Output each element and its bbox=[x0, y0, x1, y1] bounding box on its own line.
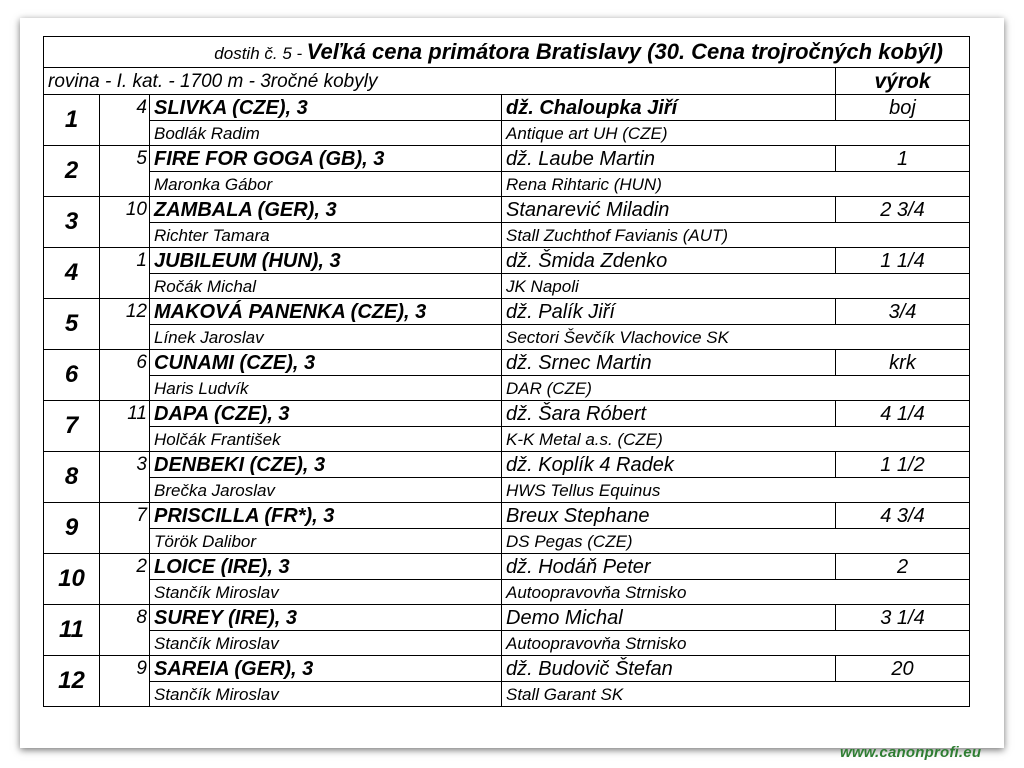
result-row bbox=[44, 197, 970, 223]
horse-name: DENBEKI (CZE), 3 bbox=[150, 452, 502, 478]
margin-value: 2 3/4 bbox=[836, 197, 970, 223]
place-cell: 9 bbox=[44, 503, 100, 554]
margin-value: 1 1/4 bbox=[836, 248, 970, 274]
race-title-main: Veľká cena primátora Bratislavy (30. Cena trojročných kobýl) bbox=[306, 39, 943, 64]
horse-name: DAPA (CZE), 3 bbox=[150, 401, 502, 427]
trainer-name: Stančík Miroslav bbox=[150, 580, 502, 605]
place-cell: 3 bbox=[44, 197, 100, 248]
blank-cell bbox=[100, 682, 150, 707]
start-number: 5 bbox=[100, 146, 150, 172]
blank-cell bbox=[100, 478, 150, 503]
owner-name: Autoopravovňa Strnisko bbox=[502, 580, 970, 605]
blank-cell bbox=[100, 121, 150, 146]
start-number: 10 bbox=[100, 197, 150, 223]
jockey-name: dž. Chaloupka Jiří bbox=[502, 95, 836, 121]
result-row bbox=[44, 605, 970, 631]
owner-name: K-K Metal a.s. (CZE) bbox=[502, 427, 970, 452]
jockey-name: dž. Srnec Martin bbox=[502, 350, 836, 376]
trainer-name: Haris Ludvík bbox=[150, 376, 502, 401]
horse-name: SAREIA (GER), 3 bbox=[150, 656, 502, 682]
result-detail-row bbox=[44, 427, 970, 452]
race-title-prefix: dostih č. 5 - bbox=[214, 44, 303, 63]
owner-name: Sectori Ševčík Vlachovice SK bbox=[502, 325, 970, 350]
owner-name: Stall Zuchthof Favianis (AUT) bbox=[502, 223, 970, 248]
start-number: 7 bbox=[100, 503, 150, 529]
owner-name: Antique art UH (CZE) bbox=[502, 121, 970, 146]
blank-cell bbox=[100, 631, 150, 656]
horse-name: JUBILEUM (HUN), 3 bbox=[150, 248, 502, 274]
result-detail-row bbox=[44, 631, 970, 656]
horse-name: CUNAMI (CZE), 3 bbox=[150, 350, 502, 376]
margin-value: 2 bbox=[836, 554, 970, 580]
result-row bbox=[44, 401, 970, 427]
start-number: 6 bbox=[100, 350, 150, 376]
trainer-name: Ročák Michal bbox=[150, 274, 502, 299]
blank-cell bbox=[100, 376, 150, 401]
place-cell: 10 bbox=[44, 554, 100, 605]
horse-name: LOICE (IRE), 3 bbox=[150, 554, 502, 580]
margin-value: 1 bbox=[836, 146, 970, 172]
owner-name: DS Pegas (CZE) bbox=[502, 529, 970, 554]
result-detail-row bbox=[44, 529, 970, 554]
trainer-name: Stančík Miroslav bbox=[150, 631, 502, 656]
result-detail-row bbox=[44, 172, 970, 197]
jockey-name: dž. Hodáň Peter bbox=[502, 554, 836, 580]
trainer-name: Línek Jaroslav bbox=[150, 325, 502, 350]
result-row bbox=[44, 452, 970, 478]
margin-value: 20 bbox=[836, 656, 970, 682]
result-row bbox=[44, 95, 970, 121]
jockey-name: dž. Budovič Štefan bbox=[502, 656, 836, 682]
blank-cell bbox=[100, 172, 150, 197]
horse-name: SUREY (IRE), 3 bbox=[150, 605, 502, 631]
place-cell: 1 bbox=[44, 95, 100, 146]
trainer-name: Holčák František bbox=[150, 427, 502, 452]
blank-cell bbox=[100, 274, 150, 299]
margin-header: výrok bbox=[836, 68, 970, 95]
result-row bbox=[44, 299, 970, 325]
result-detail-row bbox=[44, 682, 970, 707]
jockey-name: dž. Šara Róbert bbox=[502, 401, 836, 427]
blank-cell bbox=[100, 580, 150, 605]
start-number: 4 bbox=[100, 95, 150, 121]
start-number: 9 bbox=[100, 656, 150, 682]
start-number: 2 bbox=[100, 554, 150, 580]
jockey-name: dž. Šmida Zdenko bbox=[502, 248, 836, 274]
watermark: www.canonprofi.eu bbox=[840, 744, 982, 761]
place-cell: 12 bbox=[44, 656, 100, 707]
horse-name: FIRE FOR GOGA (GB), 3 bbox=[150, 146, 502, 172]
owner-name: Stall Garant SK bbox=[502, 682, 970, 707]
start-number: 1 bbox=[100, 248, 150, 274]
trainer-name: Török Dalibor bbox=[150, 529, 502, 554]
start-number: 3 bbox=[100, 452, 150, 478]
race-title bbox=[44, 37, 970, 68]
result-detail-row bbox=[44, 325, 970, 350]
jockey-name: Demo Michal bbox=[502, 605, 836, 631]
result-detail-row bbox=[44, 121, 970, 146]
result-row bbox=[44, 350, 970, 376]
start-number: 11 bbox=[100, 401, 150, 427]
trainer-name: Maronka Gábor bbox=[150, 172, 502, 197]
race-subtitle: rovina - I. kat. - 1700 m - 3ročné kobyly bbox=[44, 68, 836, 95]
margin-value: 4 1/4 bbox=[836, 401, 970, 427]
owner-name: Rena Rihtaric (HUN) bbox=[502, 172, 970, 197]
race-subtitle-row bbox=[44, 68, 970, 95]
trainer-name: Brečka Jaroslav bbox=[150, 478, 502, 503]
jockey-name: dž. Palík Jiří bbox=[502, 299, 836, 325]
result-detail-row bbox=[44, 274, 970, 299]
result-row bbox=[44, 146, 970, 172]
margin-value: boj bbox=[836, 95, 970, 121]
horse-name: ZAMBALA (GER), 3 bbox=[150, 197, 502, 223]
jockey-name: Breux Stephane bbox=[502, 503, 836, 529]
margin-value: 3/4 bbox=[836, 299, 970, 325]
owner-name: Autoopravovňa Strnisko bbox=[502, 631, 970, 656]
result-row bbox=[44, 248, 970, 274]
blank-cell bbox=[100, 223, 150, 248]
owner-name: JK Napoli bbox=[502, 274, 970, 299]
result-detail-row bbox=[44, 478, 970, 503]
trainer-name: Richter Tamara bbox=[150, 223, 502, 248]
result-detail-row bbox=[44, 223, 970, 248]
result-row bbox=[44, 503, 970, 529]
jockey-name: Stanarević Miladin bbox=[502, 197, 836, 223]
place-cell: 11 bbox=[44, 605, 100, 656]
horse-name: MAKOVÁ PANENKA (CZE), 3 bbox=[150, 299, 502, 325]
start-number: 12 bbox=[100, 299, 150, 325]
place-cell: 8 bbox=[44, 452, 100, 503]
jockey-name: dž. Laube Martin bbox=[502, 146, 836, 172]
blank-cell bbox=[100, 325, 150, 350]
place-cell: 5 bbox=[44, 299, 100, 350]
trainer-name: Bodlák Radim bbox=[150, 121, 502, 146]
result-detail-row bbox=[44, 580, 970, 605]
place-cell: 2 bbox=[44, 146, 100, 197]
trainer-name: Stančík Miroslav bbox=[150, 682, 502, 707]
blank-cell bbox=[100, 427, 150, 452]
horse-name: PRISCILLA (FR*), 3 bbox=[150, 503, 502, 529]
result-detail-row bbox=[44, 376, 970, 401]
margin-value: 3 1/4 bbox=[836, 605, 970, 631]
jockey-name: dž. Koplík 4 Radek bbox=[502, 452, 836, 478]
result-row bbox=[44, 656, 970, 682]
owner-name: DAR (CZE) bbox=[502, 376, 970, 401]
place-cell: 4 bbox=[44, 248, 100, 299]
place-cell: 7 bbox=[44, 401, 100, 452]
owner-name: HWS Tellus Equinus bbox=[502, 478, 970, 503]
margin-value: 1 1/2 bbox=[836, 452, 970, 478]
margin-value: krk bbox=[836, 350, 970, 376]
result-row bbox=[44, 554, 970, 580]
race-results-table bbox=[43, 36, 970, 707]
blank-cell bbox=[100, 529, 150, 554]
margin-value: 4 3/4 bbox=[836, 503, 970, 529]
race-title-row bbox=[44, 37, 970, 68]
start-number: 8 bbox=[100, 605, 150, 631]
place-cell: 6 bbox=[44, 350, 100, 401]
horse-name: SLIVKA (CZE), 3 bbox=[150, 95, 502, 121]
